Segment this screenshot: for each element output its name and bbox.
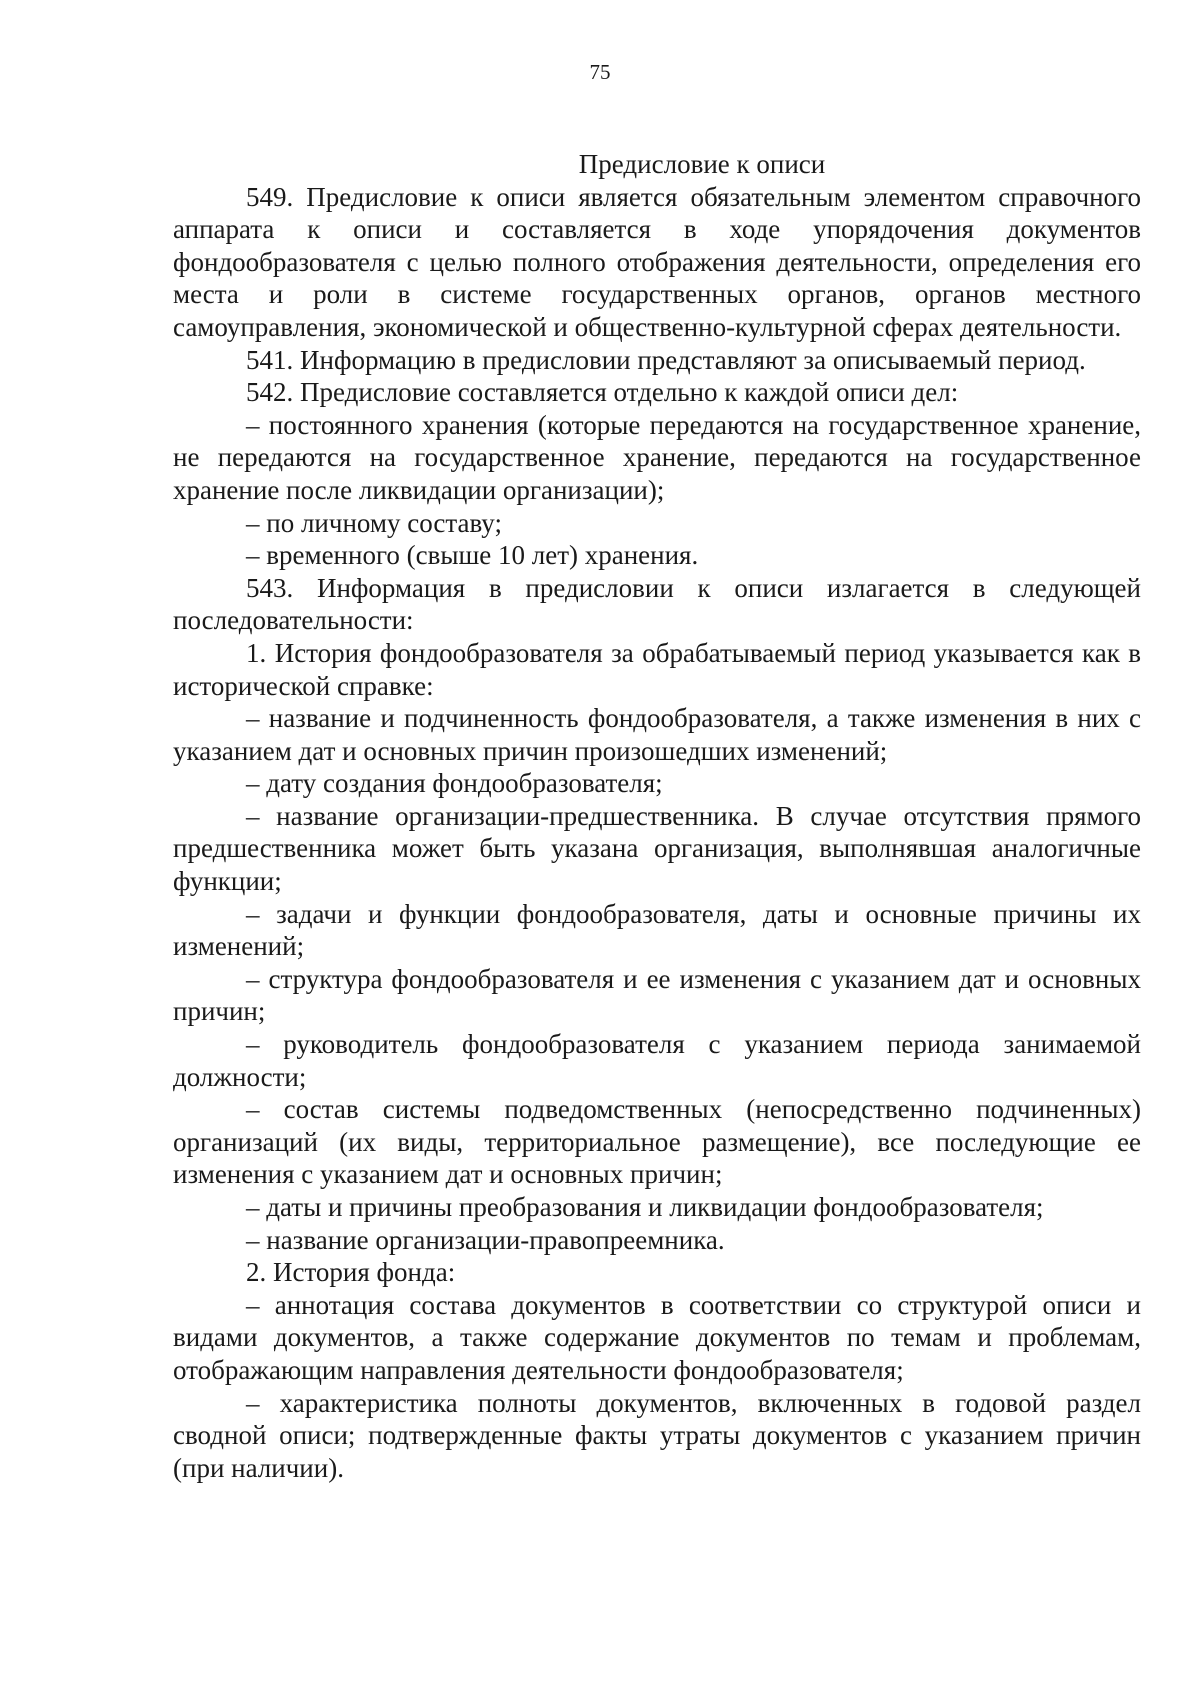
list-item-personnel: – по личному составу; xyxy=(246,507,502,538)
list-item-structure: – структура фондообразователя и ее изменения с указанием дат и основных причин; xyxy=(173,963,1141,1027)
list-item-name-subordination: – название и подчиненность фондообразователя, а также изменения в них с указанием дат и основных причин произошедших изменений; xyxy=(173,703,1141,766)
paragraph-549: 549. Предисловие к описи является обязательным элементом справочного аппарата к описи и составляется в ходе упорядочения документов фондообразователя с целью полного отображения деятельности, определения его места и роли в системе государственных органов, органов местного самоуправления, экономической и общественно-культурной сферах деятельности. xyxy=(173,181,1141,342)
paragraph-543: 543. Информация в предисловии к описи излагается в следующей последовательности: xyxy=(173,572,1141,636)
document-body xyxy=(173,148,1141,1484)
list-item-tasks-functions: – задачи и функции фондообразователя, даты и основные причины их изменений; xyxy=(173,898,1141,962)
list-item-predecessor: – название организации-предшественника. В случае отсутствия прямого предшественника может быть указана организация, выполнявшая аналогичные функции; xyxy=(173,800,1141,897)
list-item-subordinate-organizations: – состав системы подведомственных (непосредственно подчиненных) организаций (их виды, территориальное размещение), все последующие ее изменения с указанием дат и основных причин; xyxy=(173,1094,1141,1190)
subsection-1-history-of-creator: 1. История фондообразователя за обрабатываемый период указывается как в исторической справке: xyxy=(173,637,1141,701)
list-item-successor: – название организации-правопреемника. xyxy=(246,1224,725,1255)
list-item-temporary-storage: – временного (свыше 10 лет) хранения. xyxy=(246,540,699,571)
subsection-2-history-of-fond: 2. История фонда: xyxy=(246,1257,456,1288)
list-item-annotation: – аннотация состава документов в соответствии со структурой описи и видами документов, а также содержание документов по темам и проблемам, отображающим направления деятельности фондообразователя; xyxy=(173,1289,1141,1385)
list-item-transformation-liquidation: – даты и причины преобразования и ликвидации фондообразователя; xyxy=(246,1192,1044,1222)
list-item-head: – руководитель фондообразователя с указанием периода занимаемой должности; xyxy=(173,1029,1141,1092)
paragraph-542: 542. Предисловие составляется отдельно к каждой описи дел: xyxy=(246,377,959,408)
list-item-permanent-storage: – постоянного хранения (которые передаются на государственное хранение, не передаются на государственное хранение, передаются на государственное хранение после ликвидации организации); xyxy=(173,409,1141,505)
list-item-creation-date: – дату создания фондообразователя; xyxy=(246,768,663,799)
paragraph-541: 541. Информацию в предисловии представляют за описываемый период. xyxy=(246,344,1086,375)
section-heading: Предисловие к описи xyxy=(578,149,826,179)
list-item-completeness: – характеристика полноты документов, включенных в годовой раздел сводной описи; подтвержденные факты утраты документов с указанием причин (при наличии). xyxy=(173,1387,1141,1483)
page-number: 75 xyxy=(589,60,611,84)
